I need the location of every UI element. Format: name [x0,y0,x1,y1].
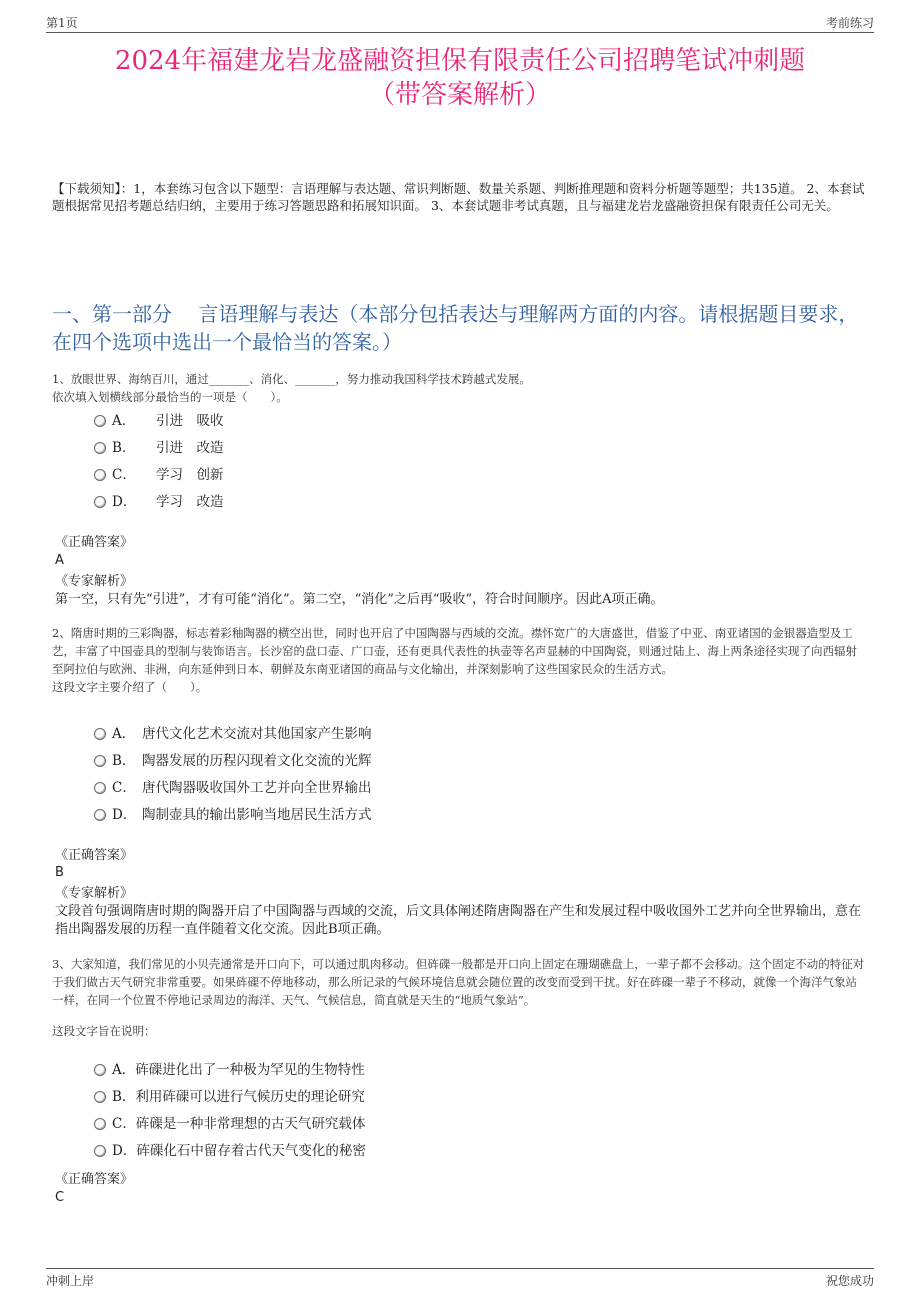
question-2-prompt: 这段文字主要介绍了（ ）。 [52,680,208,694]
correct-answer-label: 《正确答案》 [55,848,134,863]
question-1-option-c[interactable]: C． 学习 创新 [94,466,224,484]
radio-icon[interactable] [94,728,106,740]
download-notice: 【下载须知】：1，本套练习包含以下题型：言语理解与表达题、常识判断题、数量关系题、判断推理题和资料分析题等题型；共135道。 2、本套试题根据常见招考题总结归纳，主要用于练习答题思路和拓展知识面。 3、本套试题非考试真题，且与福建龙岩龙盛融资担保有限责任公司无关。 [52,181,865,213]
header-divider [46,32,874,33]
question-3-option-a[interactable]: A．砗磲进化出了一种极为罕见的生物特性 [94,1061,365,1079]
radio-icon[interactable] [94,469,106,481]
question-2-option-c[interactable]: C． 唐代陶器吸收国外工艺并向全世界输出 [94,779,372,797]
question-3-option-b[interactable]: B．利用砗磲可以进行气候历史的理论研究 [94,1088,365,1106]
question-3-answer: C [55,1190,65,1205]
question-1-text: 1、放眼世界、海纳百川，通过_______、消化、_______，努力推动我国科学技术跨越式发展。 [52,372,531,386]
expert-analysis-label: 《专家解析》 [55,886,134,901]
question-2-option-d[interactable]: D． 陶制壶具的输出影响当地居民生活方式 [94,806,372,824]
page-header [46,14,874,32]
title-line-2: （带答案解析） [368,80,551,110]
question-2 [52,624,868,696]
title-line-1: 2024年福建龙岩龙盛融资担保有限责任公司招聘笔试冲刺题 [114,46,806,76]
question-2-answer: B [55,865,64,880]
question-1-prompt: 依次填入划横线部分最恰当的一项是（ ）。 [52,390,288,404]
question-3 [52,955,868,1040]
question-3-option-c[interactable]: C．砗磲是一种非常理想的古天气研究载体 [94,1115,365,1133]
radio-icon[interactable] [94,755,106,767]
footer-left-text: 冲刺上岸 [46,1274,95,1288]
question-2-option-a[interactable]: A． 唐代文化艺术交流对其他国家产生影响 [94,725,372,743]
radio-icon[interactable] [94,1118,106,1130]
question-3-text: 3、大家知道，我们常见的小贝壳通常是开口向下，可以通过肌肉移动。但砗磲一般都是开口向上固定在珊瑚礁盘上，一辈子都不会移动。这个固定不动的特征对于我们做古天气研究非常重要。如果砗磲不停地移动，那么所记录的气候环境信息就会随位置的改变而受到干扰。好在砗磲一辈子不移动，就像一个海洋气象站一样，在同一个位置不停地记录周边的海洋、天气、气候信息，简直就是天生的“地质气象站”。 [52,957,865,1007]
radio-icon[interactable] [94,1091,106,1103]
question-1-option-b[interactable]: B． 引进 改造 [94,439,224,457]
header-tag: 考前练习 [825,16,874,30]
radio-icon[interactable] [94,415,106,427]
question-1-option-d[interactable]: D． 学习 改造 [94,493,224,511]
radio-icon[interactable] [94,442,106,454]
footer-divider [46,1268,874,1269]
radio-icon[interactable] [94,496,106,508]
document-title [40,44,880,112]
question-1-option-a[interactable]: A． 引进 吸收 [94,412,224,430]
question-3-prompt: 这段文字旨在说明： [52,1024,156,1038]
question-2-analysis: 文段首句强调隋唐时期的陶器开启了中国陶器与西域的交流，后文具体阐述隋唐陶器在产生和发展过程中吸收国外工艺并向全世界输出，意在指出陶器发展的历程一直伴随着文化交流。因此B项正确。 [55,904,862,937]
question-2-text: 2、隋唐时期的三彩陶器，标志着彩釉陶器的横空出世，同时也开启了中国陶器与西域的交流。襟怀宽广的大唐盛世，借鉴了中亚、南亚诸国的金银器造型及工艺，丰富了中国壶具的型制与装饰语言。长沙窑的盘口壶、广口壶，还有更具代表性的执壶等名声显赫的中国陶瓷，则通过陆上、海上两条途径实现了向西辐射至阿拉伯与欧洲、非洲，向东延伸到日本、朝鲜及东南亚诸国的商品与文化输出，并深刻影响了这些国家民众的生活方式。 [52,626,857,676]
radio-icon[interactable] [94,1064,106,1076]
question-1-analysis: 第一空，只有先“引进”，才有可能“消化”。第二空，“消化”之后再“吸收”，符合时间顺序。因此A项正确。 [55,592,664,607]
radio-icon[interactable] [94,782,106,794]
question-1-answer: A [55,553,64,568]
correct-answer-label: 《正确答案》 [55,1172,134,1187]
question-1 [52,370,868,406]
question-3-option-d[interactable]: D．砗磲化石中留存着古代天气变化的秘密 [94,1142,366,1160]
page-footer [46,1272,874,1290]
correct-answer-label: 《正确答案》 [55,535,134,550]
footer-right-text: 祝您成功 [825,1274,874,1288]
radio-icon[interactable] [94,809,106,821]
expert-analysis-label: 《专家解析》 [55,574,134,589]
section-heading: 一、第一部分 言语理解与表达（本部分包括表达与理解两方面的内容。请根据题目要求，在四个选项中选出一个最恰当的答案。） [52,302,859,354]
question-2-option-b[interactable]: B． 陶器发展的历程闪现着文化交流的光辉 [94,752,372,770]
radio-icon[interactable] [94,1145,106,1157]
page-number: 第1页 [46,16,78,30]
